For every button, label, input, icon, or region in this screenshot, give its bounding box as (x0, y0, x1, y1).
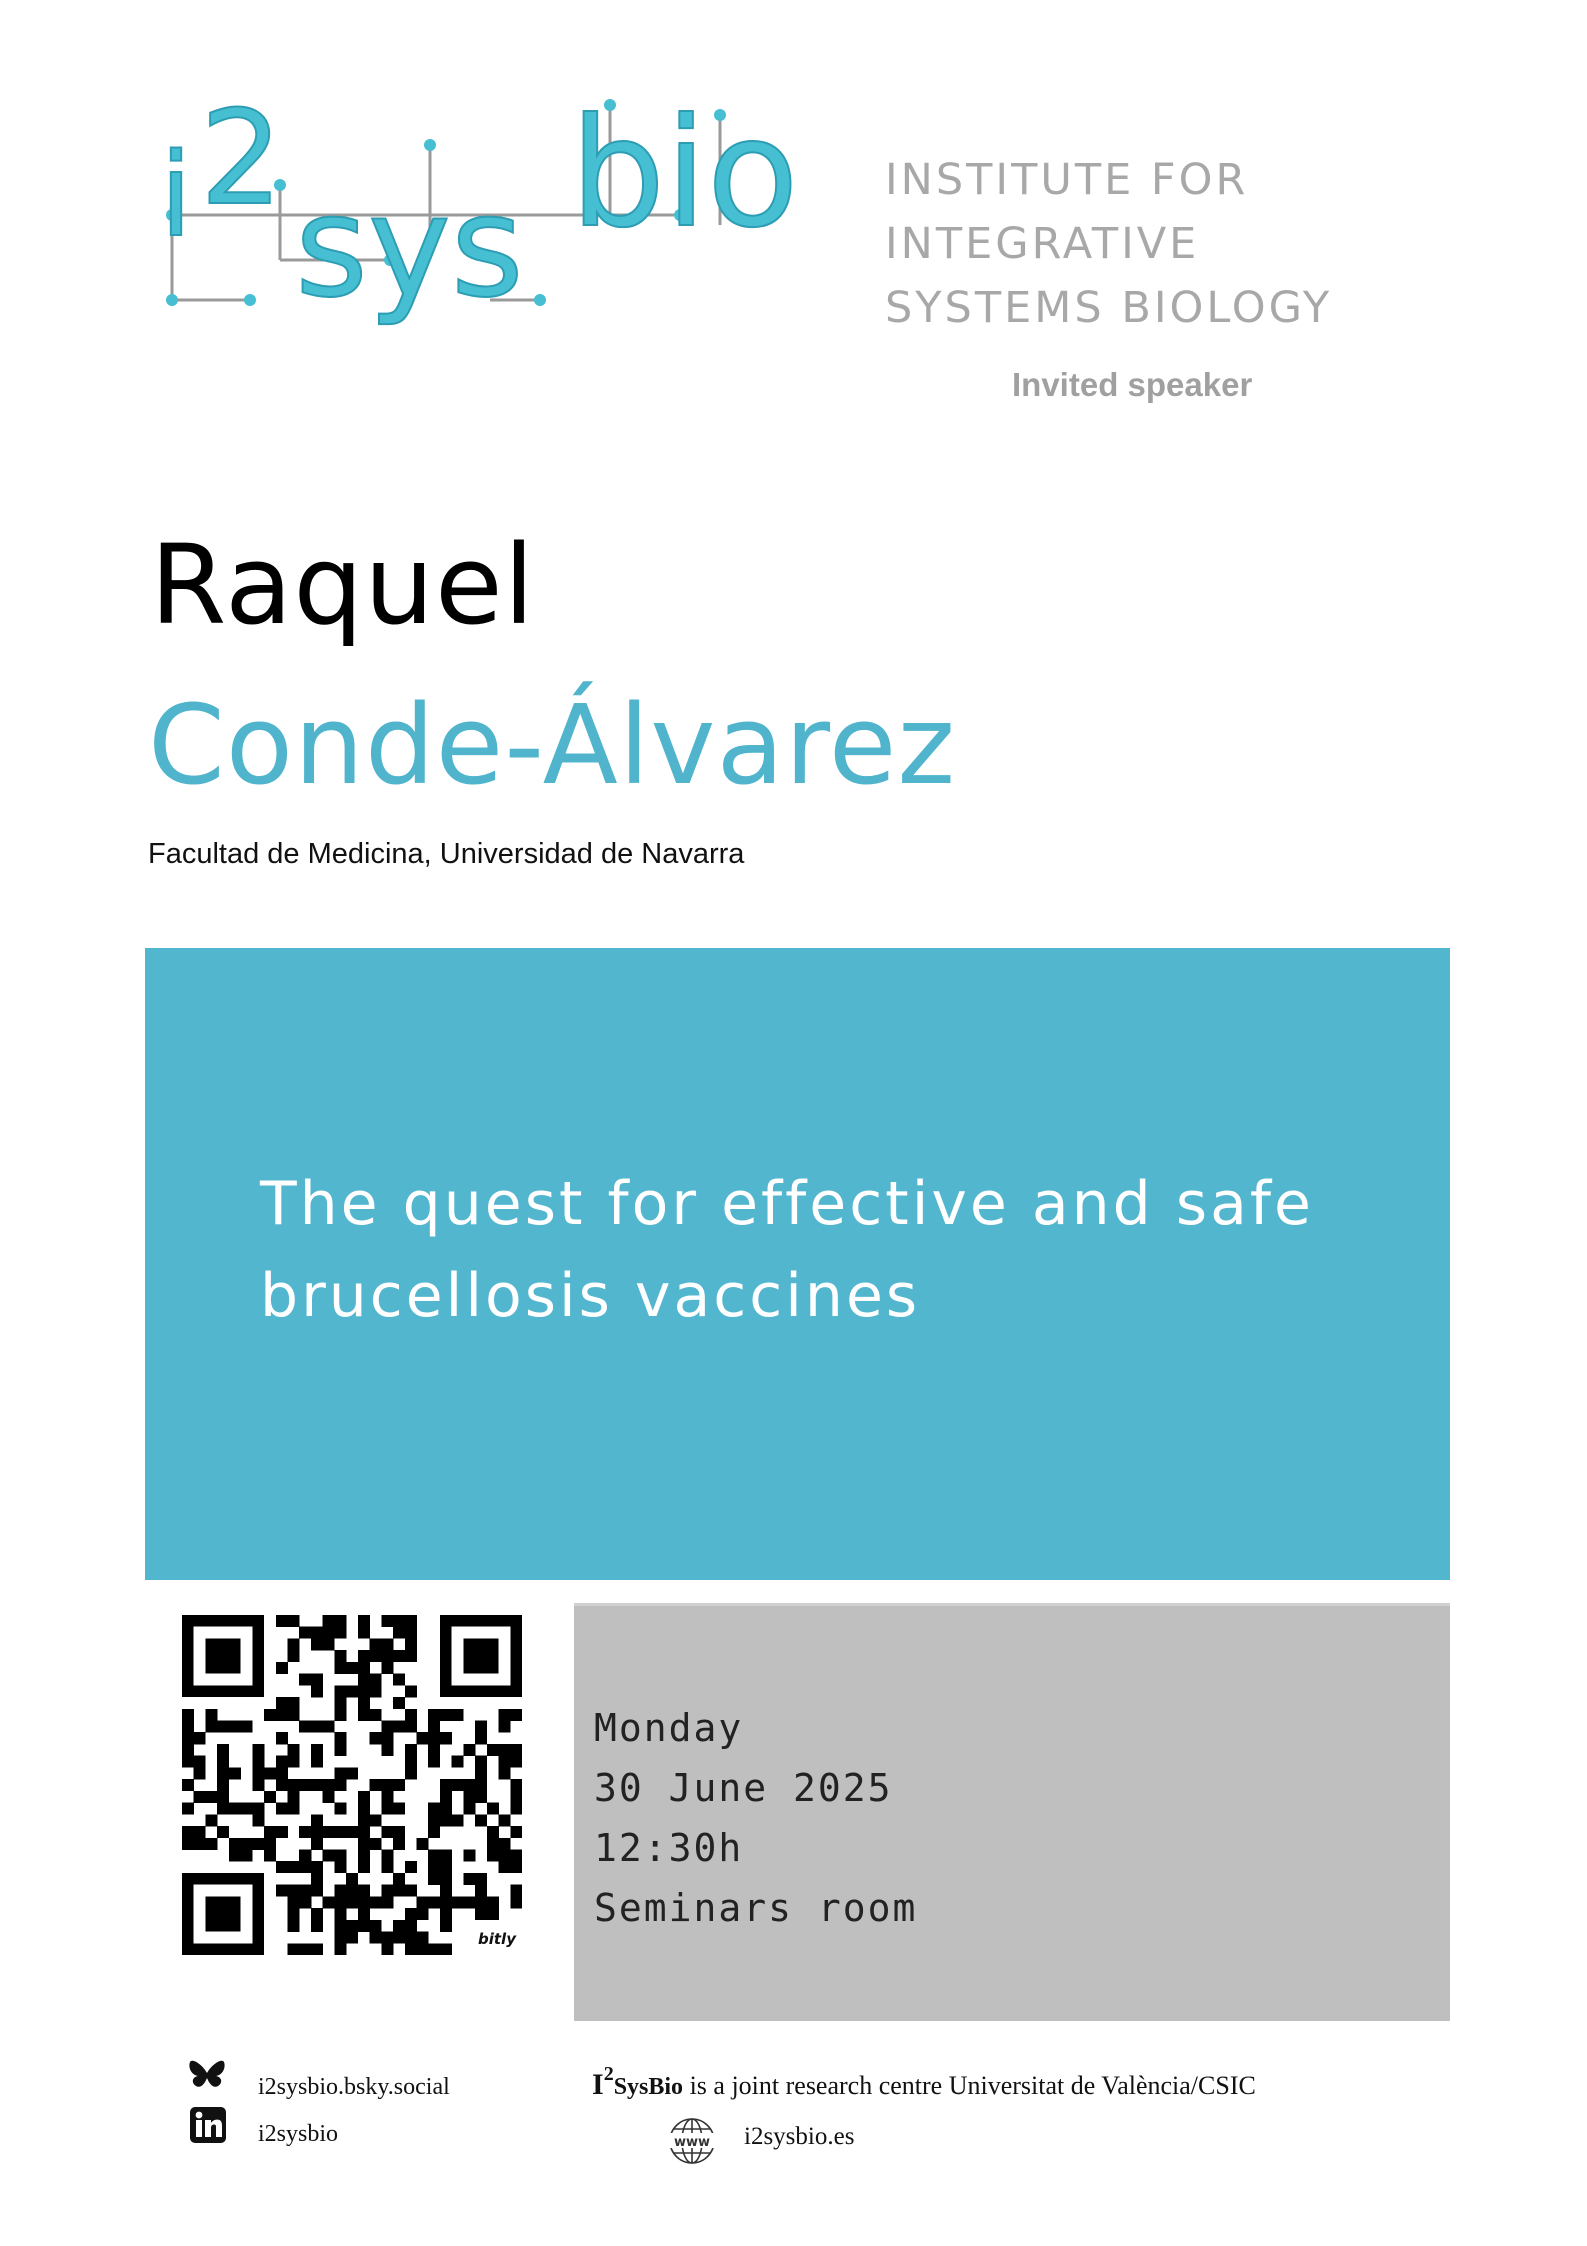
talk-title (260, 1158, 1380, 1342)
speaker-last-name: Conde-Álvarez (148, 681, 957, 809)
institute-line-2: INTEGRATIVE (885, 219, 1200, 269)
event-details (594, 1698, 917, 1938)
institute-line-3: SYSTEMS BIOLOGY (885, 283, 1333, 333)
institute-name (885, 148, 1445, 340)
invited-speaker-label: Invited speaker (1012, 366, 1253, 403)
butterfly-icon[interactable] (188, 2059, 226, 2093)
event-place: Seminars room (594, 1886, 918, 1930)
event-date: 30 June 2025 (594, 1766, 893, 1810)
brand-sysbio: SysBio (613, 2074, 684, 2100)
logo-i: i (160, 129, 192, 263)
i2sysbio-logo (160, 85, 820, 355)
bitly-label: bitly (478, 1930, 516, 1948)
joint-centre-statement (592, 2063, 1256, 2102)
logo-two: 2 (200, 85, 283, 234)
website-link[interactable]: i2sysbio.es (744, 2123, 855, 2150)
joint-centre-text: is a joint research centre Universitat de València/CSIC (683, 2071, 1256, 2100)
event-day: Monday (594, 1706, 744, 1750)
speaker-affiliation: Facultad de Medicina, Universidad de Navarra (148, 838, 745, 870)
globe-www-icon (665, 2116, 719, 2166)
logo-bio: bio (570, 87, 799, 261)
bluesky-handle-link[interactable]: i2sysbio.bsky.social (258, 2074, 450, 2100)
qr-code-icon[interactable] (182, 1615, 522, 1955)
speaker-first-name: Raquel (150, 521, 536, 649)
talk-title-line-1: The quest for effective and safe (260, 1169, 1314, 1239)
event-time: 12:30h (594, 1826, 744, 1870)
brand-i: I (592, 2068, 604, 2101)
linkedin-icon[interactable] (190, 2107, 226, 2143)
logo-sys: sys (295, 166, 524, 329)
talk-title-line-2: brucellosis vaccines (260, 1261, 921, 1331)
brand-sup: 2 (603, 2063, 614, 2085)
institute-line-1: INSTITUTE FOR (885, 155, 1249, 205)
talk-title-box (145, 948, 1450, 1580)
event-details-box (574, 1603, 1450, 2021)
svg-text:www: www (673, 2135, 711, 2150)
linkedin-handle-link[interactable]: i2sysbio (258, 2121, 339, 2147)
